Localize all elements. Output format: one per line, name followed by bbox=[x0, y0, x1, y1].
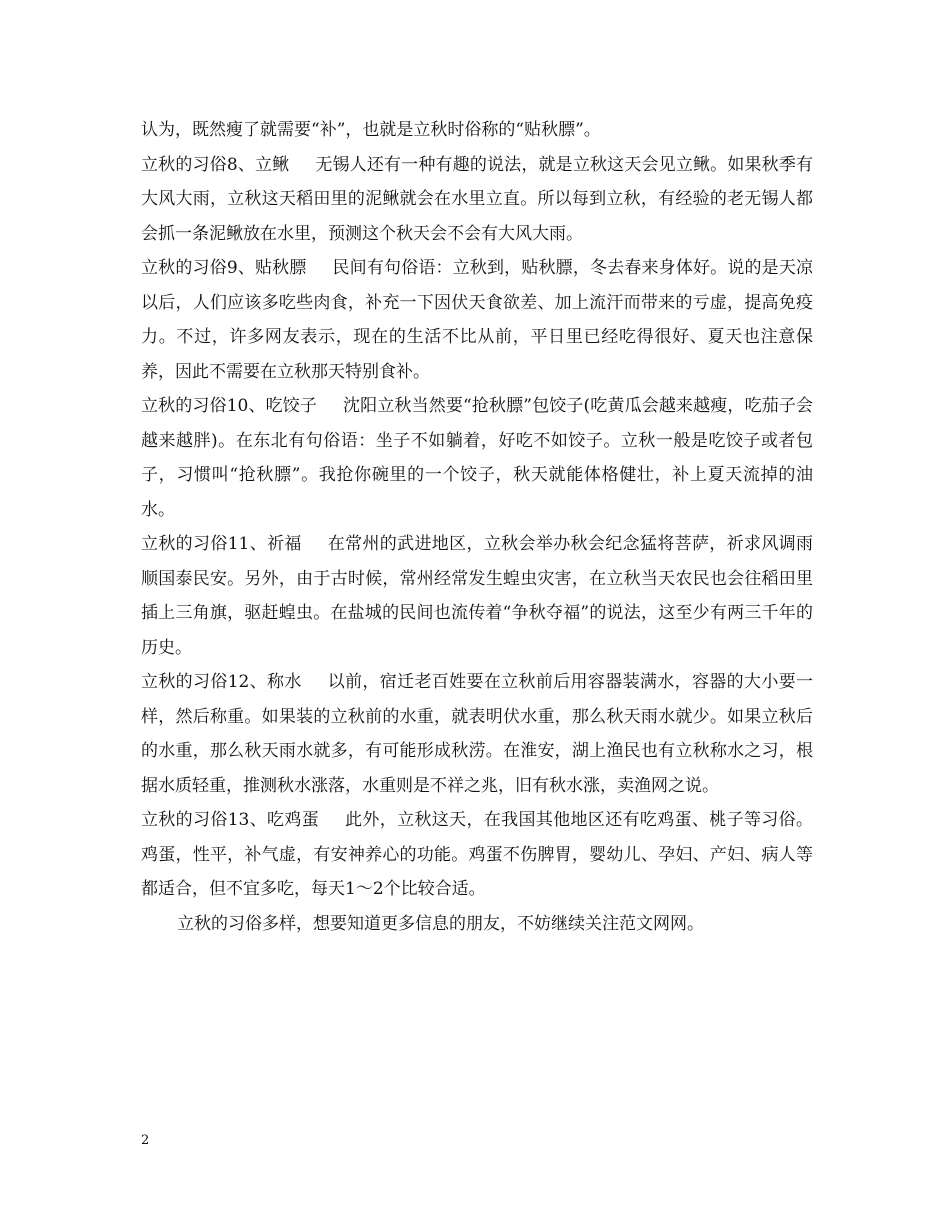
section-title: 立秋的习俗13、吃鸡蛋 bbox=[141, 810, 320, 830]
custom-section-13 bbox=[141, 803, 813, 907]
section-text: 沈阳立秋当然要“抢秋膘”包饺子(吃黄瓜会越来越瘦，吃茄子会越来越胖)。在东北有句俗语：坐子不如躺着，好吃不如饺子。立秋一般是吃饺子或者包子，习惯叫“抢秋膘”。我抢你碗里的一个饺子，秋天就能体格健壮，补上夏天流掉的油水。 bbox=[141, 396, 813, 520]
custom-section-8 bbox=[141, 148, 813, 252]
section-title: 立秋的习俗9、贴秋膘 bbox=[141, 258, 307, 278]
custom-section-9 bbox=[141, 251, 813, 389]
document-body bbox=[141, 113, 813, 941]
section-text: 在常州的武进地区，立秋会举办秋会纪念猛将菩萨，祈求风调雨顺国泰民安。另外，由于古时候，常州经常发生蝗虫灾害，在立秋当天农民也会往稻田里插上三角旗，驱赶蝗虫。在盐城的民间也流传着“争秋夺福”的说法，这至少有两三千年的历史。 bbox=[141, 534, 814, 658]
section-title: 立秋的习俗10、吃饺子 bbox=[141, 396, 318, 416]
intro-paragraph: 认为，既然瘦了就需要“补”，也就是立秋时俗称的“贴秋膘”。 bbox=[141, 120, 601, 140]
custom-section-10 bbox=[141, 389, 813, 527]
custom-section-11 bbox=[141, 527, 813, 665]
section-title: 立秋的习俗12、称水 bbox=[141, 672, 302, 692]
page-number: 2 bbox=[141, 1133, 150, 1148]
custom-section-12 bbox=[141, 665, 813, 803]
section-title: 立秋的习俗8、立鳅 bbox=[141, 154, 290, 175]
section-text: 此外，立秋这天，在我国其他地区还有吃鸡蛋、桃子等习俗。鸡蛋，性平，补气虚，有安神养心的功能。鸡蛋不伤脾胃，婴幼儿、孕妇、产妇、病人等都适合，但不宜多吃，每天1～2个比较合适。 bbox=[141, 810, 814, 899]
section-title: 立秋的习俗11、祈福 bbox=[141, 534, 302, 554]
section-text: 无锡人还有一种有趣的说法，就是立秋这天会见立鳅。如果秋季有大风大雨，立秋这天稻田里的泥鳅就会在水里立直。所以每到立秋，有经验的老无锡人都会抓一条泥鳅放在水里，预测这个秋天会不会有大风大雨。 bbox=[141, 154, 813, 244]
closing-paragraph: 立秋的习俗多样，想要知道更多信息的朋友，不妨继续关注范文网网。 bbox=[177, 913, 704, 934]
section-text: 以前，宿迁老百姓要在立秋前后用容器装满水，容器的大小要一样，然后称重。如果装的立秋前的水重，就表明伏水重，那么秋天雨水就少。如果立秋后的水重，那么秋天雨水就多，有可能形成秋涝。在淮安，湖上渔民也有立秋称水之习，根据水质轻重，推测秋水涨落，水重则是不祥之兆，旧有秋水涨，卖渔网之说。 bbox=[141, 672, 814, 796]
section-text: 民间有句俗语：立秋到，贴秋膘，冬去春来身体好。说的是天凉以后，人们应该多吃些肉食，补充一下因伏天食欲差、加上流汗而带来的亏虚，提高免疫力。不过，许多网友表示，现在的生活不比从前，平日里已经吃得很好、夏天也注意保养，因此不需要在立秋那天特别食补。 bbox=[141, 258, 813, 382]
